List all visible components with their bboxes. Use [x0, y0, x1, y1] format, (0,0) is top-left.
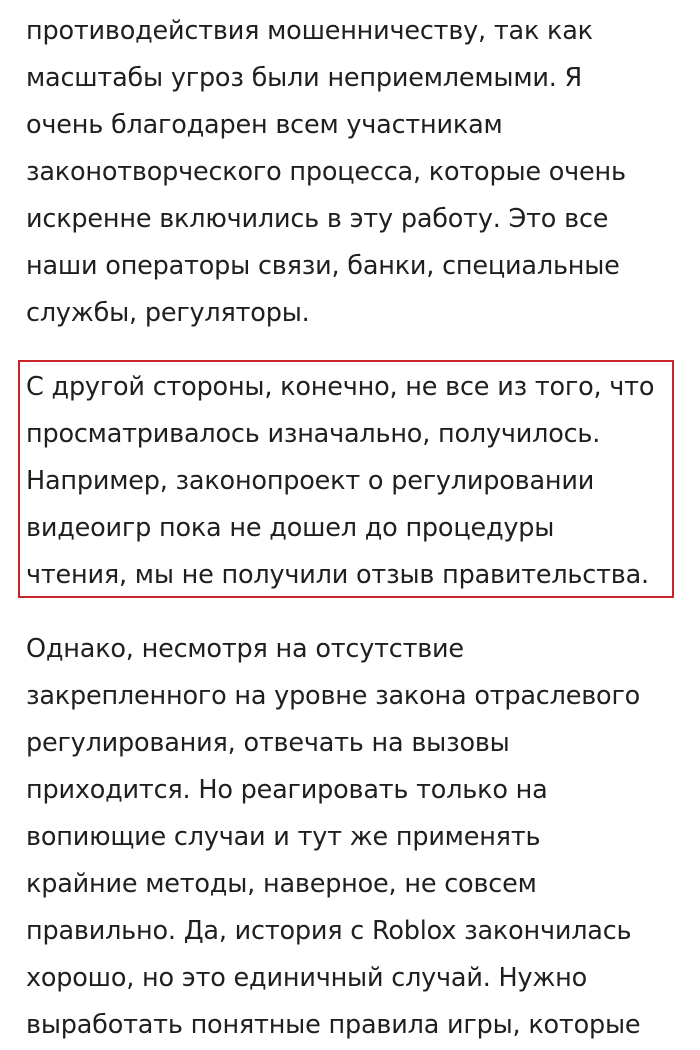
paragraph-line: просматривалось изначально, получилось. — [26, 419, 601, 449]
paragraph-line: очень благодарен всем участникам — [26, 110, 503, 140]
paragraph-line: крайние методы, наверное, не совсем — [26, 869, 537, 899]
paragraph-line: правильно. Да, история с Roblox закончилась — [26, 916, 632, 946]
paragraph-line: закрепленного на уровне закона отраслевого — [26, 681, 641, 711]
paragraph-line: С другой стороны, конечно, не все из того, что — [26, 372, 655, 402]
paragraph-line: приходится. Но реагировать только на — [26, 775, 548, 805]
paragraph-line: чтения, мы не получили отзыв правительства. — [26, 560, 649, 590]
paragraph-line: наши операторы связи, банки, специальные — [26, 251, 620, 281]
paragraph-line: законотворческого процесса, которые очень — [26, 157, 626, 187]
paragraph-line: видеоигр пока не дошел до процедуры — [26, 513, 555, 543]
paragraph-line: искренне включились в эту работу. Это все — [26, 204, 609, 234]
paragraph-line: Однако, несмотря на отсутствие — [26, 634, 464, 664]
paragraph-line: масштабы угроз были неприемлемыми. Я — [26, 63, 583, 93]
paragraph-line: противодействия мошенничеству, так как — [26, 16, 593, 46]
paragraph-line: Например, законопроект о регулировании — [26, 466, 595, 496]
paragraph-line: хорошо, но это единичный случай. Нужно — [26, 963, 588, 993]
paragraph-line: регулирования, отвечать на вызовы — [26, 728, 510, 758]
paragraph-line: службы, регуляторы. — [26, 298, 310, 328]
paragraph-line: вопиющие случаи и тут же применять — [26, 822, 541, 852]
paragraph-line: выработать понятные правила игры, которые — [26, 1010, 641, 1040]
